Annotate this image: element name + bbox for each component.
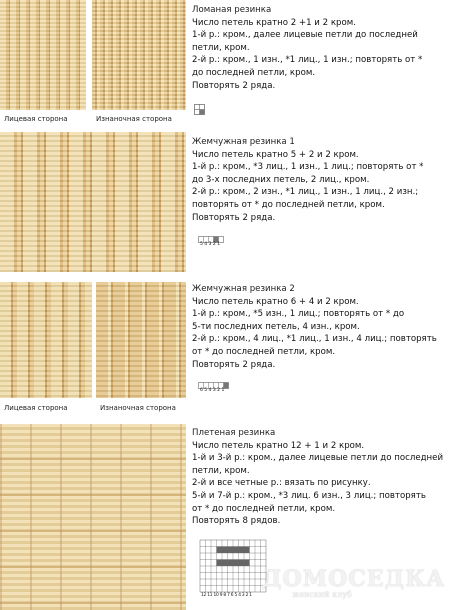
chart-stitch-numbers: 5 4 3 2 1 <box>200 242 221 247</box>
pattern-line: Повторять 8 рядов. <box>192 516 281 527</box>
pattern-line: 2-й р.: кром., 1 изн., *1 лиц., 1 изн.; повторять от * <box>192 55 423 66</box>
pattern-block-braided-rib <box>192 427 454 528</box>
caption-front-side-1: Лицевая сторона <box>4 115 68 123</box>
pattern-title: Жемчужная резинка 2 <box>192 284 295 294</box>
pattern-line: до 3-х последних петель, 2 лиц., кром. <box>192 174 370 185</box>
watermark-logo <box>262 566 445 599</box>
pattern-title: Ломаная резинка <box>192 5 272 15</box>
swatch-photo-broken-rib-back <box>92 0 186 110</box>
pattern-chart-braided-rib <box>196 538 270 600</box>
pattern-line: 1-й р.: кром., *5 изн., 1 лиц.; повторять от * до <box>192 309 405 320</box>
pattern-chart-pearl-rib-1 <box>194 236 230 248</box>
pattern-line: 2-й и все четные р.: вязать по рисунку. <box>192 478 371 489</box>
watermark-subtitle: женский клуб <box>292 590 352 599</box>
pattern-chart-pearl-rib-2 <box>194 382 234 394</box>
pattern-line: 5-ти последних петель, 4 изн., кром. <box>192 321 360 332</box>
pattern-line: Повторять 2 ряда. <box>192 80 276 91</box>
pattern-chart-broken-rib <box>194 104 210 120</box>
pattern-line: Число петель кратно 2 +1 и 2 кром. <box>192 17 356 28</box>
pattern-line: Число петель кратно 6 + 4 и 2 кром. <box>192 296 359 307</box>
pattern-line: 2-й р.: кром., 2 изн., *1 лиц., 1 изн., 1 лиц., 2 изн.; <box>192 187 419 198</box>
pattern-line: повторять от * до последней петли, кром. <box>192 199 385 210</box>
swatch-photo-pearl-rib-1 <box>0 132 186 272</box>
pattern-block-broken-rib <box>192 4 454 92</box>
swatch-photo-pearl-rib-2-front <box>0 282 92 398</box>
pattern-block-pearl-rib-1 <box>192 136 454 224</box>
pattern-line: Повторять 2 ряда. <box>192 359 276 370</box>
pattern-title: Жемчужная резинка 1 <box>192 137 295 147</box>
pattern-line: петли, кром. <box>192 42 250 53</box>
pattern-line: 1-й и 3-й р.: кром., далее лицевые петли до последней <box>192 453 444 464</box>
chart-stitch-numbers: 12 11 10 9 8 7 6 5 4 3 2 1 <box>201 593 252 598</box>
watermark-brand: ДОМОСЕДКА <box>262 566 446 592</box>
pattern-line: от * до последней петли, кром. <box>192 346 336 357</box>
pattern-line: Повторять 2 ряда. <box>192 212 276 223</box>
caption-front-side-2: Лицевая сторона <box>4 404 68 412</box>
pattern-line: Число петель кратно 12 + 1 и 2 кром. <box>192 440 365 451</box>
pattern-line: до последней петли, кром. <box>192 67 316 78</box>
swatch-photo-braided-rib <box>0 424 186 610</box>
pattern-line: 5-й и 7-й р.: кром., *3 лиц. 6 изн., 3 лиц.; повторять <box>192 490 426 501</box>
pattern-line: петли, кром. <box>192 465 250 476</box>
caption-back-side-2: Изнаночная сторона <box>100 404 176 412</box>
pattern-line: 1-й р.: кром., далее лицевые петли до последней <box>192 30 418 41</box>
pattern-title: Плетеная резинка <box>192 428 276 438</box>
pattern-line: 2-й р.: кром., 4 лиц., *1 лиц., 1 изн., 4 лиц.; повторять <box>192 334 437 345</box>
swatch-photo-pearl-rib-2-back <box>96 282 186 398</box>
chart-stitch-numbers: 6 5 4 3 2 1 <box>200 388 225 393</box>
pattern-block-pearl-rib-2 <box>192 283 454 371</box>
caption-back-side-1: Изнаночная сторона <box>96 115 172 123</box>
pattern-line: от * до последней петли, кром. <box>192 503 336 514</box>
pattern-line: Число петель кратно 5 + 2 и 2 кром. <box>192 149 359 160</box>
pattern-line: 1-й р.: кром., *3 лиц., 1 изн., 1 лиц.; повторять от * <box>192 162 424 173</box>
swatch-photo-broken-rib-front <box>0 0 86 110</box>
